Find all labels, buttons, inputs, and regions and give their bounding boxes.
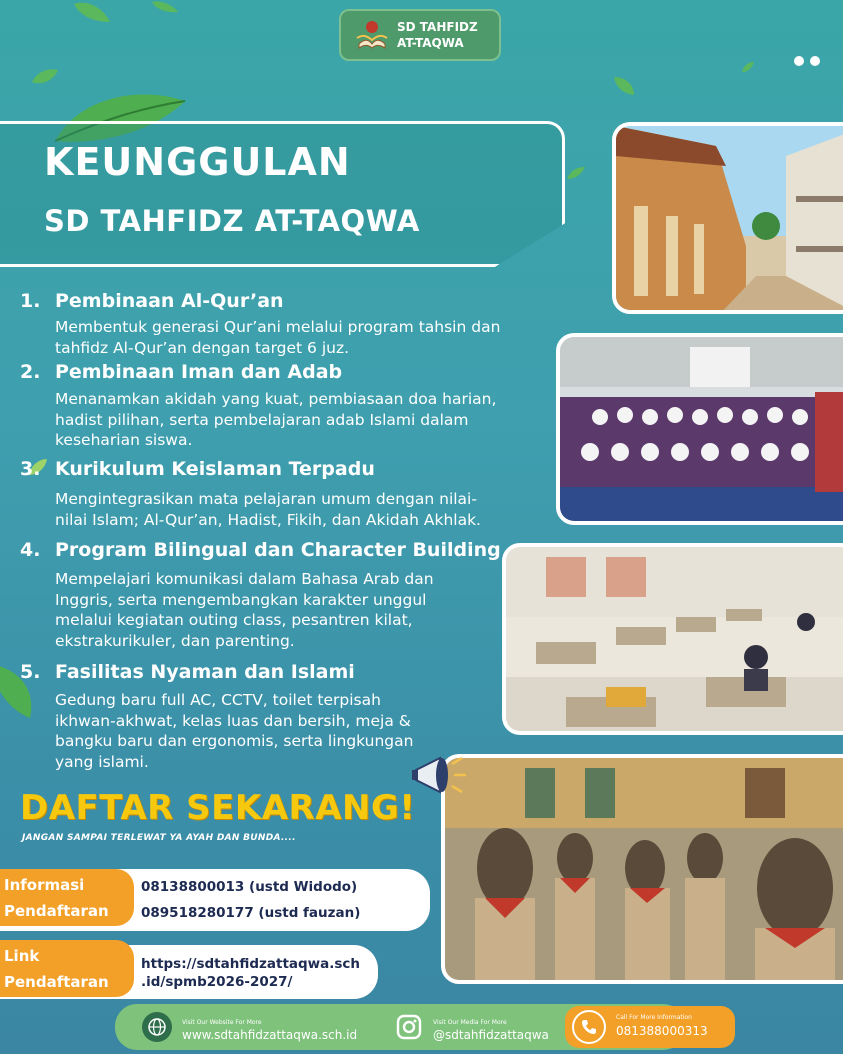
item-5-number: 5. xyxy=(20,661,41,683)
leaf-icon xyxy=(740,60,756,74)
photo-school-building xyxy=(612,122,843,314)
leaf-icon xyxy=(150,0,180,14)
photo-classroom xyxy=(502,543,843,735)
info-label xyxy=(0,869,134,926)
desc-line: Inggris, serta mengembangkan karakter unggul xyxy=(55,590,427,609)
cta-headline: DAFTAR SEKARANG! xyxy=(20,788,416,828)
logo-line1: SD TAHFIDZ xyxy=(397,20,478,34)
globe-icon xyxy=(142,1012,172,1042)
phone-1[interactable]: 08138800013 (ustd Widodo) xyxy=(141,879,358,895)
info-label-line2: Pendaftaran xyxy=(4,902,109,920)
phone-icon xyxy=(572,1010,606,1044)
photo-students-group xyxy=(556,333,843,525)
item-4-heading: Program Bilingual dan Character Building xyxy=(55,539,501,561)
item-4-number: 4. xyxy=(20,539,41,561)
call-number[interactable]: 081388000313 xyxy=(616,1024,708,1038)
desc-line: Membentuk generasi Qur’ani melalui program tahsin dan xyxy=(55,318,501,336)
desc-line: ekstrakurikuler, dan parenting. xyxy=(55,631,295,650)
phone-2[interactable]: 089518280177 (ustd fauzan) xyxy=(141,905,361,921)
logo-line2: AT-TAQWA xyxy=(397,36,464,50)
url-line1[interactable]: https://sdtahfidzattaqwa.sch xyxy=(141,956,361,972)
call-caption: Call For More Information xyxy=(616,1014,692,1021)
photo-scouts xyxy=(441,754,843,984)
instagram-icon xyxy=(396,1014,422,1040)
desc-line: keseharian siswa. xyxy=(55,431,193,449)
item-2-description xyxy=(55,389,496,451)
website-url[interactable]: www.sdtahfidzattaqwa.sch.id xyxy=(182,1028,358,1042)
item-1-number: 1. xyxy=(20,290,41,312)
item-1-description xyxy=(55,317,500,358)
school-logo xyxy=(339,9,501,61)
desc-line: tahfidz Al-Qur’an dengan target 6 juz. xyxy=(55,338,350,357)
link-label-line1: Link xyxy=(4,947,40,965)
item-5-description xyxy=(55,690,413,772)
decorative-dots xyxy=(794,56,820,66)
quran-emblem-icon xyxy=(355,18,389,52)
desc-line: Mengintegrasikan mata pelajaran umum dengan nilai- xyxy=(55,490,477,508)
item-1-heading: Pembinaan Al-Qur’an xyxy=(55,290,284,312)
desc-line: nilai Islam; Al-Qur’an, Hadist, Fikih, dan Akidah Akhlak. xyxy=(55,510,481,529)
media-caption: Visit Our Media For More xyxy=(433,1019,507,1026)
desc-line: melalui kegiatan outing class, pesantren kilat, xyxy=(55,611,413,629)
title-line1: KEUNGGULAN xyxy=(44,140,351,184)
link-label xyxy=(0,940,134,997)
desc-line: Gedung baru full AC, CCTV, toilet terpisah xyxy=(55,691,381,709)
desc-line: Menanamkan akidah yang kuat, pembiasaan doa harian, xyxy=(55,390,497,408)
leaf-icon xyxy=(565,165,587,181)
item-5-heading: Fasilitas Nyaman dan Islami xyxy=(55,661,355,683)
item-2-heading: Pembinaan Iman dan Adab xyxy=(55,361,343,383)
website-caption: Visit Our Website For More xyxy=(182,1019,262,1026)
item-4-description xyxy=(55,569,434,651)
url-line2[interactable]: .id/spmb2026-2027/ xyxy=(141,974,293,990)
desc-line: hadist pilihan, serta pembelajaran adab Islami dalam xyxy=(55,410,469,429)
info-label-line1: Informasi xyxy=(4,876,85,894)
leaf-icon xyxy=(30,68,60,86)
item-2-number: 2. xyxy=(20,361,41,383)
instagram-handle[interactable]: @sdtahfidzattaqwa xyxy=(433,1028,549,1042)
title-line2: SD TAHFIDZ AT-TAQWA xyxy=(44,204,420,238)
desc-line: ikhwan-akhwat, kelas luas dan bersih, meja & xyxy=(55,711,411,730)
desc-line: Mempelajari komunikasi dalam Bahasa Arab dan xyxy=(55,570,434,588)
link-label-line2: Pendaftaran xyxy=(4,973,109,991)
item-3-number: 3. xyxy=(20,458,41,480)
registration-link[interactable] xyxy=(141,955,360,991)
item-3-description xyxy=(55,489,481,530)
desc-line: bangku baru dan ergonomis, serta lingkungan xyxy=(55,732,414,750)
megaphone-icon xyxy=(410,752,472,798)
leaf-icon xyxy=(612,75,636,97)
item-3-heading: Kurikulum Keislaman Terpadu xyxy=(55,458,375,480)
leaf-icon xyxy=(72,0,112,24)
desc-line: yang islami. xyxy=(55,752,149,771)
cta-subtext: JANGAN SAMPAI TERLEWAT YA AYAH DAN BUNDA.... xyxy=(22,833,296,843)
